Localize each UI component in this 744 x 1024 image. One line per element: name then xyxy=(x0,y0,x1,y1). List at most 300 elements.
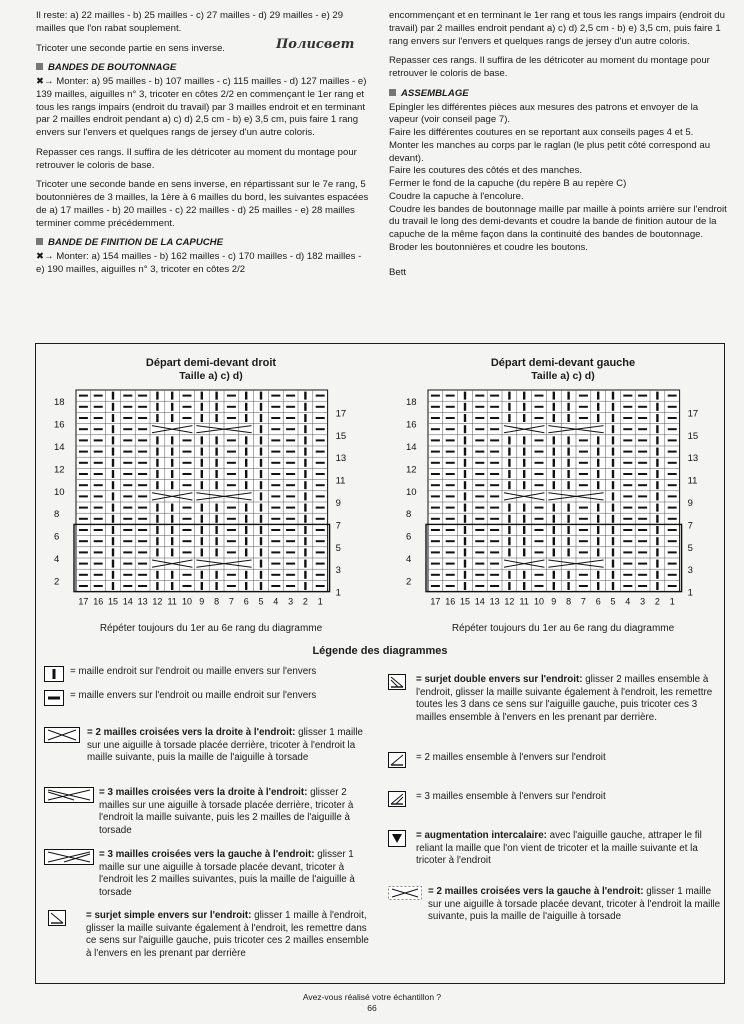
purl-mark xyxy=(183,529,192,531)
purl-mark xyxy=(79,529,88,531)
assembly-step: Coudre les bandes de boutonnage maille par maille à points arrière sur l'endroit du travail le long des demi-devants et coudre la bande de finition autour de la capuche de la même façon dans la continuité des bandes de boutonnage. xyxy=(389,203,727,240)
purl-mark xyxy=(579,518,588,520)
column-label: 4 xyxy=(625,596,631,607)
purl-mark xyxy=(475,406,484,408)
knit-mark xyxy=(156,571,158,579)
purl-mark xyxy=(431,507,440,509)
purl-mark xyxy=(138,529,147,531)
purl-mark xyxy=(271,574,280,576)
purl-mark xyxy=(316,540,325,542)
purl-mark xyxy=(183,417,192,419)
right-column xyxy=(389,10,729,279)
purl-mark xyxy=(271,518,280,520)
purl-mark xyxy=(286,406,295,408)
knit-mark xyxy=(156,504,158,512)
purl-mark xyxy=(138,551,147,553)
purl-mark xyxy=(475,540,484,542)
purl-mark xyxy=(94,395,103,397)
knit-mark xyxy=(215,459,217,467)
knit-mark xyxy=(260,459,262,467)
knit-mark xyxy=(656,459,658,467)
knit-mark xyxy=(201,414,203,422)
chart-title: Départ demi-devant gauche xyxy=(490,357,636,369)
row-label: 8 xyxy=(406,509,412,521)
purl-mark xyxy=(271,439,280,441)
purl-mark xyxy=(446,529,455,531)
purl-mark xyxy=(668,540,677,542)
knit-mark xyxy=(523,470,525,478)
purl-mark xyxy=(79,585,88,587)
knit-mark xyxy=(508,414,510,422)
knit-mark xyxy=(304,459,306,467)
knit-mark xyxy=(245,414,247,422)
purl-mark xyxy=(431,473,440,475)
purl-mark xyxy=(535,395,544,397)
purl-mark xyxy=(431,585,440,587)
knit-mark xyxy=(567,481,569,489)
knit-mark xyxy=(567,448,569,456)
purl-mark xyxy=(183,406,192,408)
purl-mark xyxy=(446,473,455,475)
knit-mark xyxy=(597,481,599,489)
purl-mark xyxy=(638,518,647,520)
knit-mark xyxy=(523,448,525,456)
footer-note: Avez-vous réalisé votre échantillon ? xyxy=(302,992,442,1002)
knit-mark xyxy=(597,459,599,467)
purl-mark xyxy=(123,428,132,430)
purl-mark xyxy=(475,439,484,441)
purl-mark xyxy=(668,417,677,419)
purl-mark xyxy=(286,563,295,565)
purl-mark xyxy=(138,473,147,475)
purl-mark xyxy=(316,529,325,531)
column-label: 10 xyxy=(533,596,545,607)
knit-mark xyxy=(523,526,525,534)
purl-mark xyxy=(286,484,295,486)
purl-mark xyxy=(535,551,544,553)
purl-mark xyxy=(638,473,647,475)
purl-mark xyxy=(490,417,499,419)
purl-mark xyxy=(446,495,455,497)
purl-mark xyxy=(271,473,280,475)
purl-mark xyxy=(638,507,647,509)
purl-mark xyxy=(227,484,236,486)
purl-mark xyxy=(227,529,236,531)
knit-mark xyxy=(464,515,466,523)
purl-mark xyxy=(316,395,325,397)
knit-mark xyxy=(304,425,306,433)
purl-mark xyxy=(431,518,440,520)
knit-mark xyxy=(567,403,569,411)
purl-mark xyxy=(668,507,677,509)
purl-mark xyxy=(579,585,588,587)
knit-mark xyxy=(567,414,569,422)
knit-mark xyxy=(201,459,203,467)
knit-mark xyxy=(201,392,203,400)
purl-mark xyxy=(123,484,132,486)
purl-mark xyxy=(123,518,132,520)
knit-mark xyxy=(597,548,599,556)
knit-mark xyxy=(215,448,217,456)
chart-sizes: Taille a) c) d) xyxy=(179,370,243,382)
purl-mark xyxy=(490,395,499,397)
knit-mark xyxy=(464,436,466,444)
purl-mark xyxy=(638,395,647,397)
purl-mark xyxy=(286,585,295,587)
knit-mark xyxy=(464,504,466,512)
knit-mark xyxy=(215,392,217,400)
purl-mark xyxy=(446,395,455,397)
purl-mark xyxy=(490,451,499,453)
column-label: 11 xyxy=(167,596,177,607)
purl-mark xyxy=(316,574,325,576)
cable-2-right-icon xyxy=(44,727,80,743)
purl-mark xyxy=(183,462,192,464)
row-label: 18 xyxy=(406,397,417,409)
purl-mark xyxy=(431,439,440,441)
purl-mark xyxy=(431,462,440,464)
knit-mark xyxy=(112,560,114,568)
diagrams-box xyxy=(35,343,725,984)
knit-mark xyxy=(553,436,555,444)
knit-mark xyxy=(553,392,555,400)
knit-mark xyxy=(201,548,203,556)
knit-mark xyxy=(304,504,306,512)
column-label: 5 xyxy=(610,596,616,607)
purl-mark xyxy=(286,518,295,520)
knit-mark xyxy=(156,582,158,590)
knit-mark xyxy=(464,470,466,478)
knit-mark xyxy=(304,526,306,534)
purl-mark xyxy=(490,507,499,509)
knit-mark xyxy=(597,515,599,523)
knit-mark xyxy=(567,504,569,512)
purl-mark xyxy=(227,574,236,576)
purl-mark xyxy=(638,529,647,531)
purl-mark xyxy=(446,585,455,587)
purl-mark xyxy=(535,451,544,453)
knit-mark xyxy=(171,571,173,579)
row-label: 18 xyxy=(54,397,65,409)
column-label: 7 xyxy=(228,596,234,607)
purl-mark xyxy=(227,451,236,453)
purl-mark xyxy=(123,439,132,441)
purl-mark xyxy=(668,529,677,531)
purl-mark xyxy=(94,484,103,486)
purl-mark xyxy=(668,406,677,408)
purl-mark xyxy=(431,529,440,531)
purl-mark xyxy=(138,417,147,419)
assembly-step: Monter les manches au corps par le raglan (le plus petit côté correspond au devant). xyxy=(389,139,711,164)
buttonband-cast-on-text: ✖→ Monter: a) 95 mailles - b) 107 mailles - c) 115 mailles - d) 127 mailles - e) 139 mailles, aiguilles n° 3, tricoter en côtes 2/2 en commençant le 1er rang et tous les rangs impairs (endroit du travail) par 3 mailles endroit et en terminant par 2 mailles endroit pendant a) c) d) 2,5 cm - b) e) 3,5 cm, puis faire 1 rang envers sur l'envers et quelques rangs de jersey d'un autre coloris. xyxy=(36,76,367,138)
knit-mark xyxy=(245,571,247,579)
knit-mark xyxy=(656,403,658,411)
knit-mark xyxy=(612,392,614,400)
purl-mark xyxy=(638,451,647,453)
purl-mark xyxy=(316,484,325,486)
purl-mark xyxy=(623,574,632,576)
knit-mark xyxy=(245,582,247,590)
purl-mark xyxy=(79,540,88,542)
purl-mark xyxy=(286,462,295,464)
knit-mark xyxy=(464,414,466,422)
knit-mark xyxy=(260,537,262,545)
assembly-step: Fermer le fond de la capuche (du repère B au repère C) xyxy=(389,178,627,189)
purl-mark xyxy=(123,585,132,587)
purl-mark xyxy=(138,462,147,464)
knit-mark xyxy=(508,571,510,579)
purl-mark xyxy=(123,495,132,497)
purl-mark xyxy=(490,406,499,408)
purl-mark xyxy=(138,439,147,441)
purl-mark xyxy=(123,406,132,408)
knit-mark xyxy=(171,537,173,545)
row-label: 10 xyxy=(406,486,417,498)
purl-mark xyxy=(431,495,440,497)
purl-mark xyxy=(579,462,588,464)
row-label: 13 xyxy=(335,453,347,465)
assembly-steps xyxy=(389,102,729,255)
purl-mark xyxy=(79,428,88,430)
knit-mark xyxy=(523,392,525,400)
knit-mark xyxy=(156,459,158,467)
hood-band-iron-text: Repasser ces rangs. Il suffira de les détricoter au moment du montage pour retrouver le coloris de base. xyxy=(389,55,710,79)
knit-mark xyxy=(508,515,510,523)
knit-mark xyxy=(304,571,306,579)
knit-mark xyxy=(656,470,658,478)
row-label: 14 xyxy=(406,442,417,453)
purl-mark xyxy=(286,551,295,553)
column-label: 15 xyxy=(459,596,471,607)
purl-mark xyxy=(431,551,440,553)
page-number: 66 xyxy=(367,1002,377,1013)
purl-mark xyxy=(668,518,677,520)
reverse-part-text: Tricoter une seconde partie en sens inverse. xyxy=(36,42,225,54)
purl-mark xyxy=(271,529,280,531)
knit-mark xyxy=(464,448,466,456)
purl-mark xyxy=(535,484,544,486)
knit-mark xyxy=(260,526,262,534)
knit-mark xyxy=(508,459,510,467)
purl-mark xyxy=(316,428,325,430)
purl-mark xyxy=(638,406,647,408)
knit-mark xyxy=(215,414,217,422)
knit-mark xyxy=(597,526,599,534)
purl-mark xyxy=(490,484,499,486)
knit-mark xyxy=(464,492,466,500)
purl-mark xyxy=(94,417,103,419)
purl-mark xyxy=(431,395,440,397)
knit-mark xyxy=(523,504,525,512)
purl-mark xyxy=(446,563,455,565)
purl-mark xyxy=(623,551,632,553)
purl-mark xyxy=(94,439,103,441)
purl-mark xyxy=(446,428,455,430)
purl-mark xyxy=(138,495,147,497)
purl-mark xyxy=(490,563,499,565)
column-label: 17 xyxy=(430,596,441,607)
purl-mark xyxy=(94,540,103,542)
knit-mark xyxy=(156,548,158,556)
column-label: 2 xyxy=(654,596,660,607)
purl-mark xyxy=(579,484,588,486)
purl-mark xyxy=(286,428,295,430)
purl-mark xyxy=(623,473,632,475)
knit-mark xyxy=(304,436,306,444)
column-label: 15 xyxy=(107,596,119,607)
row-label: 4 xyxy=(406,554,412,565)
row-label: 13 xyxy=(687,453,699,465)
purl-mark xyxy=(123,574,132,576)
knit-mark xyxy=(260,392,262,400)
knit-mark xyxy=(245,459,247,467)
knit-mark xyxy=(553,470,555,478)
knit-mark xyxy=(260,560,262,568)
purl-mark xyxy=(94,551,103,553)
knit-mark xyxy=(656,526,658,534)
knit-mark xyxy=(612,571,614,579)
knit-mark xyxy=(112,448,114,456)
p3tog-icon xyxy=(388,791,406,807)
knit-mark xyxy=(156,470,158,478)
purl-mark xyxy=(623,529,632,531)
purl-mark xyxy=(668,563,677,565)
knit-mark xyxy=(567,537,569,545)
knit-mark xyxy=(597,582,599,590)
purl-mark xyxy=(183,518,192,520)
knit-mark xyxy=(464,403,466,411)
purl-mark xyxy=(475,563,484,565)
knit-mark xyxy=(112,571,114,579)
purl-mark xyxy=(490,428,499,430)
knit-mark xyxy=(612,470,614,478)
purl-mark xyxy=(623,484,632,486)
purl-mark xyxy=(535,540,544,542)
purl-mark xyxy=(286,529,295,531)
purl-mark xyxy=(623,395,632,397)
knit-mark xyxy=(523,414,525,422)
row-label: 15 xyxy=(687,430,699,442)
row-label: 5 xyxy=(687,542,693,554)
knit-mark xyxy=(523,548,525,556)
purl-mark xyxy=(227,417,236,419)
knit-mark xyxy=(215,436,217,444)
knit-mark xyxy=(553,548,555,556)
purl-mark xyxy=(623,518,632,520)
purl-mark xyxy=(123,451,132,453)
purl-mark xyxy=(79,395,88,397)
purl-mark xyxy=(431,563,440,565)
knit-mark xyxy=(656,504,658,512)
knitting-chart-grid xyxy=(46,386,376,618)
purl-mark xyxy=(475,495,484,497)
purl-mark xyxy=(623,428,632,430)
purl-mark xyxy=(623,439,632,441)
purl-mark xyxy=(475,574,484,576)
knit-mark xyxy=(656,436,658,444)
purl-mark xyxy=(535,585,544,587)
purl-mark xyxy=(490,529,499,531)
watermark: Полисвет xyxy=(276,37,355,52)
page-footer xyxy=(0,992,744,1013)
knit-mark xyxy=(201,436,203,444)
purl-mark xyxy=(535,439,544,441)
column-label: 16 xyxy=(93,596,104,607)
purl-mark xyxy=(316,585,325,587)
purl-mark xyxy=(638,462,647,464)
purl-mark xyxy=(183,551,192,553)
purl-mark xyxy=(490,439,499,441)
purl-mark xyxy=(668,585,677,587)
purl-mark xyxy=(579,439,588,441)
knit-mark xyxy=(171,448,173,456)
purl-mark xyxy=(138,540,147,542)
knit-mark xyxy=(567,392,569,400)
purl-mark xyxy=(138,563,147,565)
knit-mark xyxy=(215,548,217,556)
purl-mark xyxy=(227,585,236,587)
knit-mark xyxy=(171,504,173,512)
legend-p2tog: = 2 mailles ensemble à l'envers sur l'endroit xyxy=(388,752,722,765)
purl-mark xyxy=(271,540,280,542)
knit-mark xyxy=(553,515,555,523)
purl-mark xyxy=(623,507,632,509)
purl-mark xyxy=(668,551,677,553)
knit-mark xyxy=(260,448,262,456)
purl-mark xyxy=(579,473,588,475)
knit-mark xyxy=(112,504,114,512)
knit-mark xyxy=(553,481,555,489)
purl-mark xyxy=(271,428,280,430)
row-label: 7 xyxy=(335,520,341,532)
purl-mark xyxy=(446,574,455,576)
knit-mark xyxy=(597,392,599,400)
purl-mark xyxy=(475,529,484,531)
purl-mark xyxy=(227,406,236,408)
knit-mark xyxy=(553,526,555,534)
purl-mark xyxy=(668,439,677,441)
purl-mark xyxy=(535,462,544,464)
knit-mark xyxy=(260,403,262,411)
knit-mark xyxy=(260,582,262,590)
knit-mark xyxy=(112,436,114,444)
purl-mark xyxy=(475,551,484,553)
knit-mark xyxy=(260,492,262,500)
knit-mark xyxy=(553,414,555,422)
purl-mark xyxy=(79,439,88,441)
hood-band-continued-text: encommençant et en terminant le 1er rang et tous les rangs impairs (endroit du travail) par 2 mailles endroit pendant a) c) d) 2,5 cm - b) e) 3,5 cm, puis faire 1 rang envers sur l'envers et quelques rangs de jersey d'un autre coloris. xyxy=(389,10,725,47)
purl-mark xyxy=(623,406,632,408)
purl-mark xyxy=(623,540,632,542)
row-label: 3 xyxy=(335,565,341,577)
knit-mark xyxy=(171,436,173,444)
purl-mark xyxy=(227,540,236,542)
column-label: 10 xyxy=(181,596,193,607)
column-label: 4 xyxy=(273,596,279,607)
knit-mark xyxy=(260,571,262,579)
legend-ssp: = surjet simple envers sur l'endroit: glisser 1 maille à l'endroit, glisser la maille suivante également à l'endroit, les remettre dans ce sens sur l'aiguille gauche, puis tricoter ces 2 mailles ensemble à l'envers en les prenant par derrière xyxy=(44,910,374,961)
purl-mark xyxy=(638,484,647,486)
purl-mark xyxy=(623,495,632,497)
knit-mark xyxy=(245,537,247,545)
purl-mark xyxy=(431,428,440,430)
chart-left-front xyxy=(398,356,728,646)
legend-cable-2-left: = 2 mailles croisées vers la gauche à l'endroit: glisser 1 maille sur une aiguille à torsade placée devant, tricoter à l'endroit la maille suivante, puis la maille de l'aiguille à torsade xyxy=(388,886,722,924)
knit-mark xyxy=(245,548,247,556)
knit-mark xyxy=(656,414,658,422)
purl-mark xyxy=(490,585,499,587)
row-label: 15 xyxy=(335,430,347,442)
